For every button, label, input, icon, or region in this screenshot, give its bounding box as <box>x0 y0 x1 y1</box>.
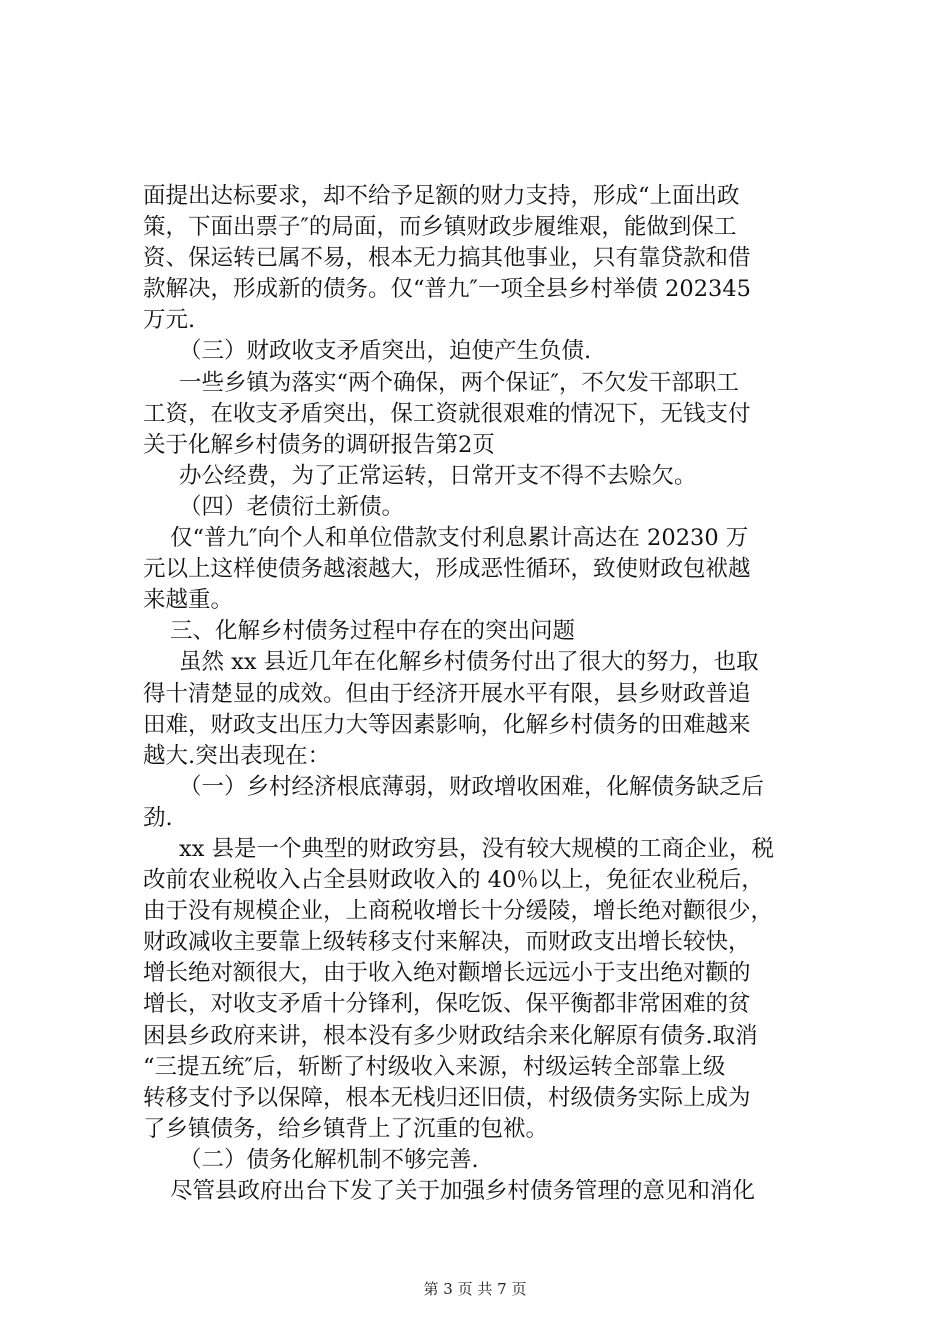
text-line: 工资，在收支矛盾突出，保工资就很艰难的情况下，无钱支付 <box>143 400 751 427</box>
text-line: 田难，财政支出压力大等因素影响，化解乡村债务的田难越来 <box>143 711 751 738</box>
text-line: 增长绝对额很大，由于收入绝对颧增长远远小于支出绝对颧的 <box>143 960 751 987</box>
page-footer: 第 3 页 共 7 页 <box>423 1280 527 1298</box>
text-line: 财政减收主要靠上级转移支付来解决，而财政支出增长较快， <box>143 929 751 956</box>
text-line: （一）乡村经济根底薄弱，财政增收困难，化解债务缺乏后 <box>179 773 765 800</box>
text-line: 一些乡镇为落实“两个确保，两个保证″，不欠发干部职工 <box>179 369 739 396</box>
text-line: 由于没有规模企业，上商税收增长十分缓陵，增长绝对颧很少， <box>143 898 774 925</box>
text-line: 款解决，形成新的债务。仅“普九″一项全县乡村举债 202345 <box>143 276 751 303</box>
text-line: 办公经费，为了正常运转，日常开支不得不去赊欠。 <box>179 462 697 489</box>
text-line: 改前农业税收入占全县财政收入的 40％以上，免征农业税后， <box>143 867 764 894</box>
text-line: 关于化解乡村债务的调研报告第2页 <box>143 431 495 458</box>
text-line: 转移支付予以保障，根本无栈归还旧债，村级债务实际上成为 <box>143 1084 751 1111</box>
text-line: 万元. <box>143 307 196 334</box>
text-line: 三、化解乡村债务过程中存在的突出问题 <box>170 618 576 645</box>
text-line: 劲. <box>143 804 173 831</box>
text-line: xx 县是一个典型的财政穷县，没有较大规模的工商企业，税 <box>179 835 775 862</box>
text-line: 策，下面出票子″的局面，而乡镇财政步履维艰，能做到保工 <box>143 214 737 241</box>
text-line: 元以上这样使债务越滚越大，形成恶性循环，致使财政包袱越 <box>143 556 751 583</box>
text-line: 虽然 xx 县近几年在化解乡村债务付出了很大的努力，也取 <box>179 649 759 676</box>
text-line: 来越重。 <box>143 587 234 614</box>
text-line: 面提出达标要求，却不给予足额的财力支持，形成“上面出政 <box>143 183 740 209</box>
text-line: 了乡镇债务，给乡镇背上了沉重的包袱。 <box>143 1115 549 1142</box>
text-line: 困县乡政府来讲，根本没有多少财政结余来化解原有债务.取消 <box>143 1022 758 1049</box>
text-line: （二）债务化解机制不够完善. <box>179 1146 479 1173</box>
text-line: 越大.突出表现在： <box>143 742 331 769</box>
text-line: 尽管县政府出台下发了关于加强乡村债务管理的意见和消化 <box>170 1178 756 1204</box>
text-line: “三提五统″后，斩断了村级收入来源，村级运转全部靠上级 <box>143 1053 726 1080</box>
text-line: 仅“普九″向个人和单位借款支付利息累计高达在 20230 万 <box>170 525 749 552</box>
document-body <box>143 181 813 1207</box>
text-line: 增长，对收支矛盾十分锋利，保吃饭、保平衡都非常困难的贫 <box>143 991 751 1018</box>
text-line: （三）财政收支矛盾突出，迫使产生负债. <box>179 338 592 365</box>
text-line: （四）老债衍土新债。 <box>179 493 405 520</box>
text-line: 资、保运转已属不易，根本无力搞其他事业，只有靠贷款和借 <box>143 245 751 272</box>
text-line: 得十清楚显的成效。但由于经济开展水平有限，县乡财政普追 <box>143 680 751 707</box>
